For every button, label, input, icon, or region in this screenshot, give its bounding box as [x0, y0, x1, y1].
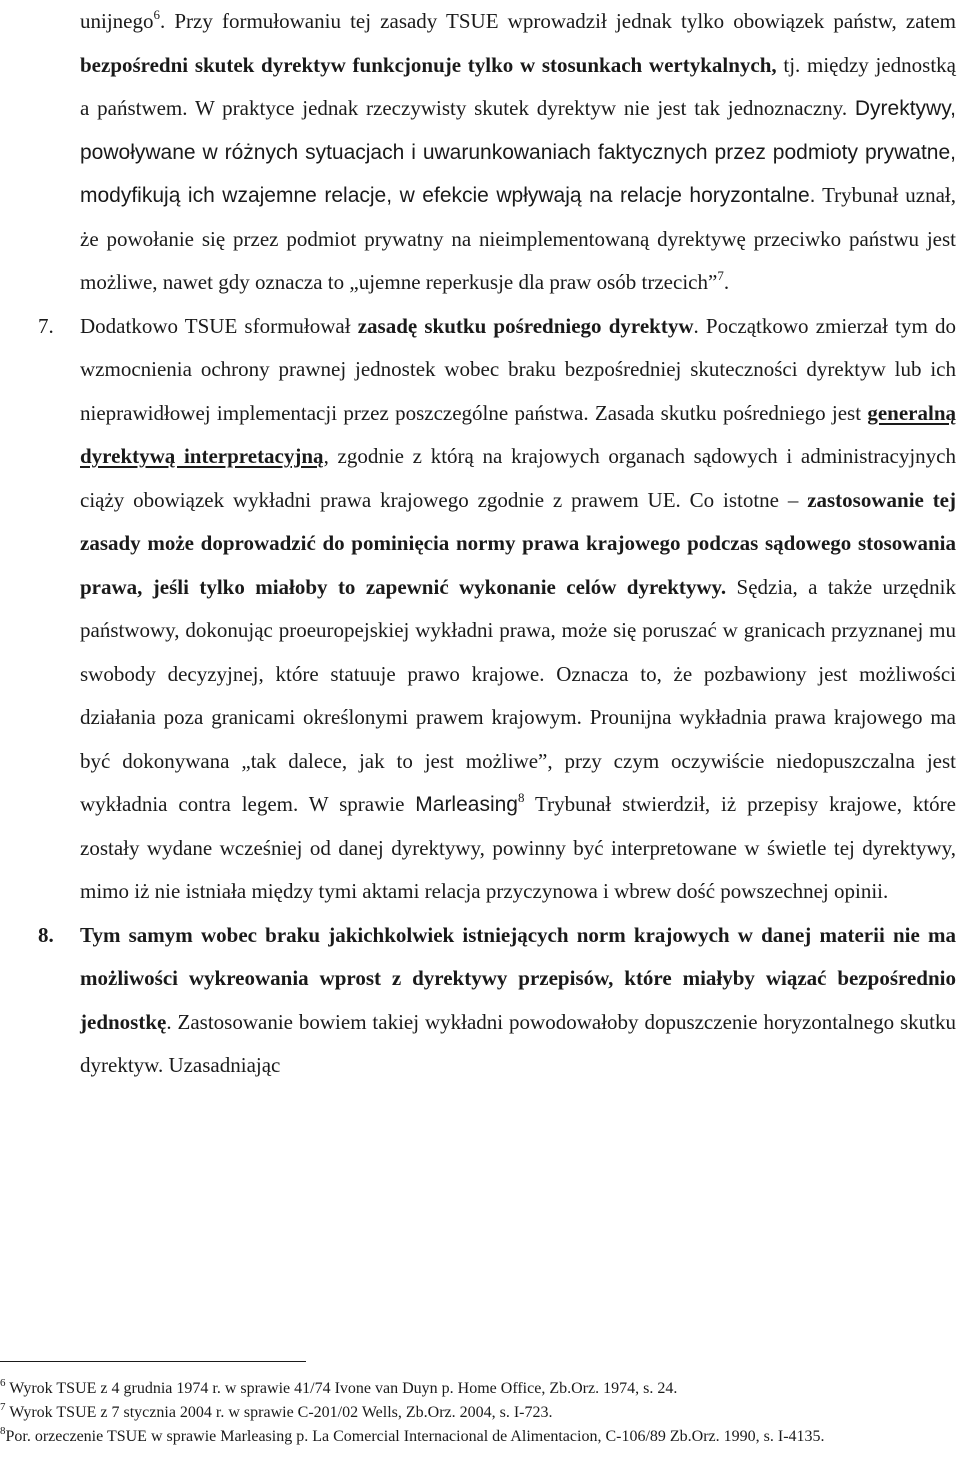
text-run: tj. między jednostką a państwem. W praktyce jednak rzeczywisty skutek dyrektyw nie jest tak jednoznaczny. [80, 52, 956, 120]
text-run: Sędzia, a także urzędnik państwowy, dokonując proeuropejskiej wykładni prawa, może się poruszać w granicach przyznanej mu swobody decyzyjnej, które statuuje prawo krajowe. Oznacza to, że pozbawiony jest możliwości działania poza granicami określonymi prawem krajowym. Prounijna wykładnia prawa krajowego ma być dokonywana „tak dalece, jak to jest możliwe”, przy czym oczywiście niedopuszczalna jest wykładnia contra legem. W sprawie [80, 574, 956, 816]
paragraph-7 [38, 305, 957, 914]
bold-run: zastosowanie tej zasady może doprowadzić do pominięcia normy prawa krajowego podczas sądowego stosowania prawa, jeśli tylko miałoby to zapewnić wykonanie celów dyrektywy. [80, 487, 956, 599]
bold-underlined-run: generalną dyrektywą interpretacyjną [80, 400, 956, 468]
footnote-7 [0, 1401, 960, 1425]
text-run: , zgodnie z którą na krajowych organach sądowych i administracyjnych ciąży obowiązek wykładni prawa krajowego zgodnie z prawem UE. Co istotne – [80, 444, 956, 512]
text-run: . Przy formułowaniu tej zasady TSUE wprowadził jednak tylko obowiązek państw, zatem [160, 9, 956, 33]
paragraph-8 [38, 914, 956, 1088]
footnote-8 [0, 1425, 960, 1449]
footnote-text: Wyrok TSUE z 4 grudnia 1974 r. w sprawie 41/74 Ivone van Duyn p. Home Office, Zb.Orz. 1974, s. 24. [5, 1380, 678, 1397]
text-run: . Początkowo zmierzał tym do wzmocnienia ochrony prawnej jednostek wobec braku bezpośredniej skuteczności dyrektyw lub ich nieprawidłowej implementacji przez poszczególne państwa. Zasada skutku pośredniego jest [80, 313, 956, 425]
case-name: Marleasing [415, 793, 518, 816]
paragraph-intro [80, 0, 956, 305]
footnote-number: 6 [0, 1376, 6, 1389]
bold-run: bezpośredni skutek dyrektyw funkcjonuje tylko w stosunkach wertykalnych, [80, 52, 777, 77]
bold-run: Tym samym wobec braku jakichkolwiek istniejących norm krajowych w danej materii nie ma możliwości wykreowania wprost z dyrektywy przepisów, które miałyby wiązać bezpośrednio jednostkę [80, 922, 956, 1034]
text-run: Dodatkowo TSUE sformułował [80, 313, 358, 338]
bold-run: zasadę skutku pośredniego dyrektyw [357, 313, 694, 338]
text-run: unijnego [80, 9, 154, 33]
footnote-number: 8 [0, 1424, 6, 1437]
footnote-6 [0, 1377, 960, 1401]
main-text [38, 0, 957, 1088]
text-run: Trybunał stwierdził, iż przepisy krajowe, które zostały wydane wcześniej od danej dyrektywy, powinny być interpretowane w świetle tej dyrektywy, mimo iż nie istniała między tymi aktami relacja przyczynowa i wbrew dość powszechnej opinii. [80, 792, 957, 903]
footnote-ref-7[interactable]: 7 [717, 268, 724, 283]
footnote-number: 7 [0, 1400, 6, 1413]
text-run: . [723, 270, 730, 294]
footnote-text: Wyrok TSUE z 7 stycznia 2004 r. w sprawie C-201/02 Wells, Zb.Orz. 2004, s. I-723. [5, 1404, 553, 1421]
footnote-ref-6[interactable]: 6 [153, 7, 160, 22]
text-run: . Zastosowanie bowiem takiej wykładni powodowałoby dopuszczenie horyzontalnego skutku dyrektyw. Uzasadniając [80, 1009, 956, 1077]
footnote-separator [0, 1361, 306, 1362]
paragraph-number: 7. [38, 313, 54, 338]
paragraph-number: 8. [38, 922, 54, 947]
text-run: Trybunał uznał, że powołanie się przez podmiot prywatny na nieimplementowaną dyrektywę przeciwko państwu jest możliwe, nawet gdy oznacza to „ujemne reperkusje dla praw osób trzecich” [80, 183, 956, 294]
footnotes [0, 1377, 960, 1449]
text-run: Dyrektywy, powoływane w różnych sytuacjach i uwarunkowaniach faktycznych przez podmioty prywatne, modyfikują ich wzajemne relacje, w efekcie wpływają na relacje horyzontalne. [80, 97, 956, 207]
footnote-text: Por. orzeczenie TSUE w sprawie Marleasing p. La Comercial Internacional de Alimentacion, C-106/89 Zb.Orz. 1990, s. I-4135. [5, 1428, 825, 1445]
footnote-ref-8[interactable]: 8 [517, 790, 525, 805]
